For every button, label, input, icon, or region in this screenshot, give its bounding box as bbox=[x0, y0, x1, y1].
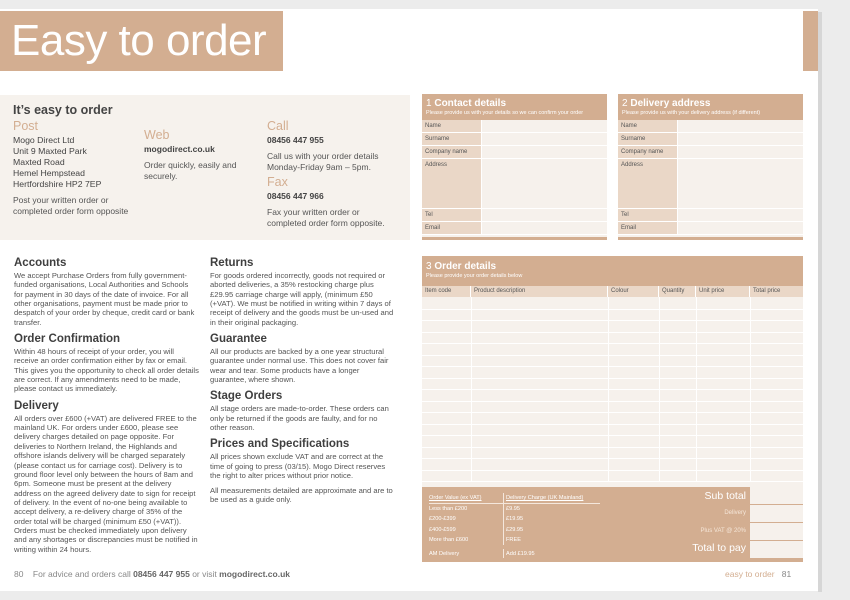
surname-field[interactable] bbox=[482, 133, 607, 145]
column-header: Item code bbox=[422, 286, 471, 297]
order-row-divider bbox=[422, 366, 803, 367]
form-number: 2 bbox=[622, 98, 628, 109]
form-row-company[interactable] bbox=[618, 146, 803, 159]
order-column-divider bbox=[608, 297, 609, 482]
form-row-surname[interactable] bbox=[422, 133, 607, 146]
section-body: For goods ordered incorrectly, goods not required or aborted deliveries, a 35% restocking charge plus £29.95 carriage charge will apply, (minimum £50 (+VAT). We must be notified in writing within 7 days of receipt of delivery and the goods must be un-used and in their original packaging. bbox=[210, 271, 394, 327]
accounts-section bbox=[14, 256, 199, 327]
total-label: Total to pay bbox=[692, 542, 746, 554]
delivery-form-header bbox=[618, 94, 803, 120]
column-header: Unit price bbox=[696, 286, 750, 297]
footer-section-name: easy to order bbox=[725, 569, 775, 579]
form-number: 3 bbox=[426, 261, 432, 272]
footer-or: or visit bbox=[192, 569, 217, 579]
call-label: Call bbox=[267, 119, 289, 133]
terms-column-left bbox=[14, 256, 199, 559]
order-row-divider bbox=[422, 470, 803, 471]
company-field[interactable] bbox=[678, 146, 803, 158]
tel-field[interactable] bbox=[482, 209, 607, 221]
how-to-order-panel bbox=[0, 95, 410, 240]
section-body: We accept Purchase Orders from fully government-funded organisations, Local Authorities and Schools for payment in 30 days of the date of invoice. For all other organisations, payment must be made prior to despatch of your order by cheque, credit card or bank transfer. bbox=[14, 271, 195, 327]
form-row-address[interactable] bbox=[618, 159, 803, 209]
order-column-divider bbox=[696, 297, 697, 482]
order-form-bottom-rule bbox=[422, 558, 803, 562]
order-confirmation-section bbox=[14, 332, 199, 394]
section-heading: Stage Orders bbox=[210, 390, 283, 403]
field-label: Tel bbox=[422, 209, 482, 221]
form-title: Order details bbox=[434, 261, 497, 272]
terms-column-right bbox=[210, 256, 396, 509]
subtotal-label: Sub total bbox=[704, 490, 746, 502]
form-title: Contact details bbox=[434, 98, 507, 109]
section-heading: Order Confirmation bbox=[14, 333, 121, 346]
how-to-order-heading: It’s easy to order bbox=[13, 103, 113, 117]
charge-band: Less than £200 bbox=[429, 506, 468, 513]
email-field[interactable] bbox=[678, 222, 803, 234]
charge-amount: £19.95 bbox=[503, 514, 600, 524]
field-label: Email bbox=[618, 222, 678, 234]
address-field[interactable] bbox=[482, 159, 607, 208]
order-row-divider bbox=[422, 401, 803, 402]
fax-number: 08456 447 966 bbox=[267, 191, 324, 202]
delivery-address-form bbox=[618, 94, 803, 240]
form-row-company[interactable] bbox=[422, 146, 607, 159]
delivery-charges-table bbox=[429, 493, 600, 559]
tel-field[interactable] bbox=[678, 209, 803, 221]
field-label: Company name bbox=[618, 146, 678, 158]
web-column bbox=[144, 128, 254, 181]
address-line: Mogo Direct Ltd bbox=[13, 135, 75, 145]
charges-header: Order Value (ex VAT) bbox=[429, 495, 482, 501]
totals-boxes bbox=[750, 487, 803, 560]
section-body: All stage orders are made-to-order. These orders can only be returned if the goods are faulty, and for no other reason. bbox=[210, 404, 389, 433]
order-column-divider bbox=[471, 297, 472, 482]
web-url[interactable]: mogodirect.co.uk bbox=[144, 144, 215, 154]
address-line: Unit 9 Maxted Park bbox=[13, 146, 87, 156]
charge-band: £400-£599 bbox=[429, 526, 456, 533]
title-band bbox=[0, 11, 283, 71]
charges-header: Delivery Charge (UK Mainland) bbox=[503, 493, 600, 503]
vat-box[interactable] bbox=[750, 523, 803, 541]
section-body: All prices shown exclude VAT and are correct at the time of going to press (03/15). Mogo Direct reserves the right to alter prices without prior notice. bbox=[210, 452, 386, 481]
field-label: Name bbox=[422, 120, 482, 132]
column-header: Product description bbox=[471, 286, 608, 297]
footer-site[interactable]: mogodirect.co.uk bbox=[219, 569, 290, 579]
charge-amount: £29.95 bbox=[503, 525, 600, 535]
page-title: Easy to order bbox=[11, 16, 267, 65]
address-line: Maxted Road bbox=[13, 157, 65, 167]
order-row-divider bbox=[422, 424, 803, 425]
section-body: All measurements detailed are approximate and are to be used as a guide only. bbox=[210, 485, 393, 504]
charge-band: £200-£399 bbox=[429, 516, 456, 523]
footer-text: For advice and orders call bbox=[32, 569, 131, 579]
order-row-divider bbox=[422, 343, 803, 344]
form-row-surname[interactable] bbox=[618, 133, 803, 146]
order-table-body[interactable] bbox=[422, 297, 803, 482]
form-subtitle: Please provide us with your details so we can confirm your order bbox=[426, 110, 584, 116]
field-label: Address bbox=[422, 159, 482, 208]
brochure-spread bbox=[0, 9, 818, 591]
form-row-address[interactable] bbox=[422, 159, 607, 209]
form-bottom-rule bbox=[422, 237, 607, 240]
order-row-divider bbox=[422, 458, 803, 459]
section-body: All orders over £600 (+VAT) are delivered FREE to the mainland UK. For orders under £600, please see delivery charges detailed on page opposite. For deliveries to Northern Ireland, the Highlands and offshore islands delivery will be charged separately (please contact us for carriage cost). Delivery is to ground floor level only between the hours of 8am and 6pm. Someone must be present at the delivery address on the agreed delivery date to sign for receipt of delivery. In the event of no-one being available to accept delivery, a re-delivery charge of 35% of the order total will be charged (minimum £50 (+VAT)). Orders must be checked immediately upon delivery and any shortages or discrepancies must be notified in writing within 24 hours. bbox=[14, 413, 198, 554]
footer-left bbox=[14, 569, 290, 579]
form-subtitle: Please provide us with your delivery address (if different) bbox=[622, 110, 761, 116]
order-column-divider bbox=[750, 297, 751, 482]
call-number: 08456 447 955 bbox=[267, 135, 324, 145]
name-field[interactable] bbox=[482, 120, 607, 132]
field-label: Address bbox=[618, 159, 678, 208]
am-delivery-label: AM Delivery bbox=[429, 551, 460, 558]
page-number-left: 80 bbox=[14, 569, 24, 579]
section-body: All our products are backed by a one year structural guarantee under normal use. This does not cover fair wear and tear. Some products have a longer guarantee, where shown. bbox=[210, 347, 389, 385]
charge-band: More than £600 bbox=[429, 536, 469, 543]
order-details-form bbox=[422, 256, 803, 562]
section-body: Within 48 hours of receipt of your order, you will receive an order confirmation either by fax or email. This gives you the opportunity to check all order details are correct. If any amendments need to be made, please contact us immediately. bbox=[14, 347, 199, 394]
total-box[interactable] bbox=[750, 541, 803, 559]
section-heading: Prices and Specifications bbox=[210, 438, 350, 451]
subtotal-box[interactable] bbox=[750, 487, 803, 505]
form-row-tel[interactable] bbox=[422, 209, 607, 222]
section-heading: Accounts bbox=[14, 257, 67, 269]
field-label: Surname bbox=[422, 133, 482, 145]
order-form-header bbox=[422, 256, 803, 286]
order-row-divider bbox=[422, 481, 803, 482]
form-title: Delivery address bbox=[630, 98, 711, 109]
field-label: Company name bbox=[422, 146, 482, 158]
post-column bbox=[13, 119, 138, 217]
delivery-section bbox=[14, 399, 199, 554]
field-label: Surname bbox=[618, 133, 678, 145]
vat-label: Plus VAT @ 20% bbox=[700, 528, 746, 534]
fax-label: Fax bbox=[267, 175, 288, 190]
order-row-divider bbox=[422, 412, 803, 413]
order-row-divider bbox=[422, 309, 803, 310]
call-note: Call us with your order details Monday-Friday 9am – 5pm. bbox=[267, 150, 379, 172]
form-row-name[interactable] bbox=[618, 120, 803, 133]
prices-section bbox=[210, 437, 396, 504]
order-row-divider bbox=[422, 355, 803, 356]
stage-orders-section bbox=[210, 389, 396, 432]
surname-field[interactable] bbox=[678, 133, 803, 145]
delivery-label: Delivery bbox=[724, 510, 746, 516]
charge-amount: FREE bbox=[503, 535, 600, 545]
delivery-box[interactable] bbox=[750, 505, 803, 523]
name-field[interactable] bbox=[678, 120, 803, 132]
section-heading: Guarantee bbox=[210, 333, 267, 346]
form-row-name[interactable] bbox=[422, 120, 607, 133]
corner-tab bbox=[803, 11, 818, 71]
field-label: Email bbox=[422, 222, 482, 234]
form-bottom-rule bbox=[618, 237, 803, 240]
column-header: Total price bbox=[753, 288, 781, 294]
order-row-divider bbox=[422, 447, 803, 448]
fax-note: Fax your written order or completed order form opposite. bbox=[267, 207, 385, 228]
company-field[interactable] bbox=[482, 146, 607, 158]
order-table-header bbox=[422, 286, 803, 297]
order-column-divider bbox=[659, 297, 660, 482]
web-note: Order quickly, easily and securely. bbox=[144, 159, 237, 181]
section-heading: Delivery bbox=[14, 399, 59, 412]
form-row-tel[interactable] bbox=[618, 209, 803, 222]
page-edge-shadow bbox=[818, 12, 822, 592]
order-row-divider bbox=[422, 332, 803, 333]
address-line: Hertfordshire HP2 7EP bbox=[13, 179, 102, 189]
post-label: Post bbox=[13, 119, 39, 133]
charge-amount: £9.95 bbox=[503, 504, 600, 514]
form-subtitle: Please provide your order details below bbox=[426, 273, 523, 279]
am-delivery-amount: Add £19.95 bbox=[503, 549, 600, 559]
guarantee-section bbox=[210, 332, 396, 384]
field-label: Name bbox=[618, 120, 678, 132]
order-row-divider bbox=[422, 320, 803, 321]
post-note: Post your written order or completed order form opposite bbox=[13, 195, 129, 216]
column-header: Colour bbox=[608, 286, 659, 297]
order-row-divider bbox=[422, 378, 803, 379]
column-header: Quantity bbox=[659, 286, 696, 297]
address-line: Hemel Hempstead bbox=[13, 168, 85, 178]
field-label: Tel bbox=[618, 209, 678, 221]
form-number: 1 bbox=[426, 98, 432, 109]
footer-phone: 08456 447 955 bbox=[133, 569, 190, 579]
email-field[interactable] bbox=[482, 222, 607, 234]
returns-section bbox=[210, 256, 396, 327]
call-column bbox=[267, 119, 397, 229]
order-totals-block bbox=[422, 487, 803, 560]
footer-right bbox=[725, 569, 791, 579]
address-field[interactable] bbox=[678, 159, 803, 208]
form-row-email[interactable] bbox=[618, 222, 803, 235]
web-label: Web bbox=[144, 128, 170, 142]
order-row-divider bbox=[422, 389, 803, 390]
order-row-divider bbox=[422, 435, 803, 436]
form-row-email[interactable] bbox=[422, 222, 607, 235]
section-heading: Returns bbox=[210, 257, 254, 269]
contact-details-form bbox=[422, 94, 607, 240]
page-number-right: 81 bbox=[781, 569, 792, 579]
contact-form-header bbox=[422, 94, 607, 120]
